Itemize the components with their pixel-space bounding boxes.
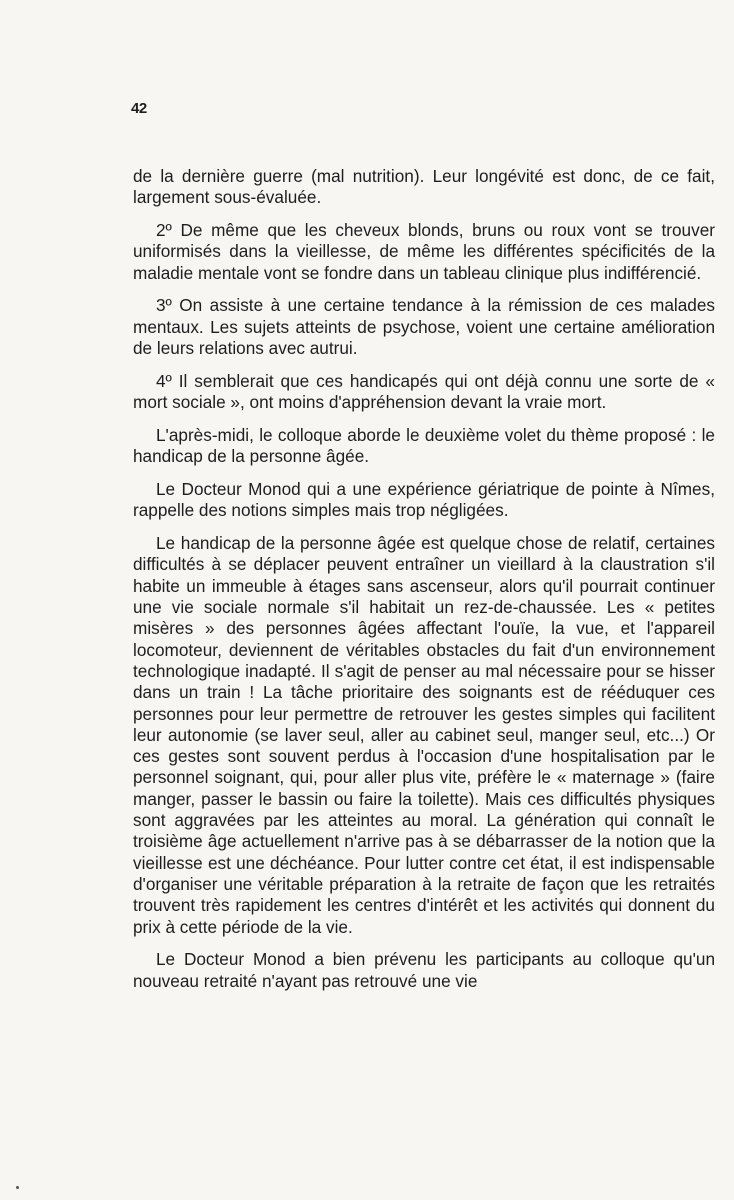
page-number: 42: [131, 100, 147, 117]
paragraph-point-4: 4º Il semblerait que ces handicapés qui ont déjà connu une sorte de « mort sociale », ont moins d'appréhension devant la vraie mort.: [133, 370, 715, 413]
paragraph-monod-intro: Le Docteur Monod qui a une expérience gériatrique de pointe à Nîmes, rappelle des notions simples mais trop négligées.: [133, 479, 715, 521]
body-text: [133, 166, 715, 1003]
paragraph-point-3: 3º On assiste à une certaine tendance à la rémission de ces malades mentaux. Les sujets atteints de psychose, voient une certaine amélioration de leurs relations avec autrui.: [133, 295, 715, 359]
paragraph-continuation: de la dernière guerre (mal nutrition). Leur longévité est donc, de ce fait, largement sous-évaluée.: [133, 166, 715, 208]
paragraph-handicap: Le handicap de la personne âgée est quelque chose de relatif, certaines difficultés à se déplacer peuvent entraîner un vieillard à la claustration s'il habite un immeuble à étages sans ascenseur, alors qu'il pourrait continuer une vie sociale normale s'il habitait un rez-de-chaussée. Les « petites misères » des personnes âgées affectant l'ouïe, la vue, et l'appareil locomoteur, deviennent de véritables obstacles du fait d'un environnement technologique inadapté. Il s'agit de penser au mal nécessaire pour se hisser dans un train ! La tâche prioritaire des soignants est de rééduquer ces personnes pour leur permettre de retrouver les gestes simples qui facilitent leur autonomie (se laver seul, aller au cabinet seul, manger seul, etc...) Or ces gestes sont souvent perdus à l'occasion d'une hospitalisation par le personnel soignant, qui, pour aller plus vite, préfère le « maternage » (faire manger, passer le bassin ou faire la toilette). Mais ces difficultés physiques sont aggravées par les atteintes au moral. La génération qui connaît le troisième âge actuellement n'arrive pas à se débarrasser de la notion que la vieillesse est une déchéance. Pour lutter contre cet état, il est indispensable d'organiser une véritable préparation à la retraite de façon que les retraités trouvent très rapidement les centres d'intérêt et les activités qui donnent du prix à cette période de la vie.: [133, 533, 715, 937]
paragraph-point-2: 2º De même que les cheveux blonds, bruns ou roux vont se trouver uniformisés dans la vieillesse, de même les différentes spécificités de la maladie mentale vont se fondre dans un tableau clinique plus indifférencié.: [133, 220, 715, 283]
margin-speck: [16, 1186, 19, 1189]
paragraph-apres-midi: L'après-midi, le colloque aborde le deuxième volet du thème proposé : le handicap de la personne âgée.: [133, 424, 715, 467]
paragraph-monod-conclusion: Le Docteur Monod a bien prévenu les participants au colloque qu'un nouveau retraité n'ayant pas retrouvé une vie: [133, 949, 715, 991]
